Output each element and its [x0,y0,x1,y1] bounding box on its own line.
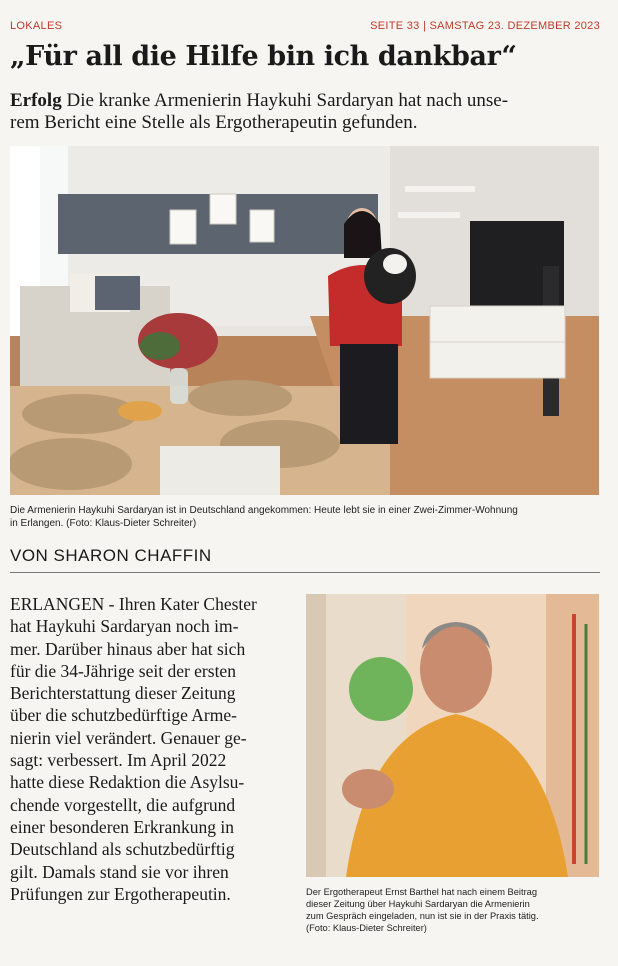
photo-living-room [10,146,599,495]
body-line: hatte diese Redaktion die Asylsu- [10,772,245,793]
body-line: für die 34-Jährige seit der ersten [10,660,236,681]
subhead-line-1: Die kranke Armenierin Haykuhi Sardaryan hat nach unse- [61,90,509,111]
body-line: Deutschland als schutzbedürftig [10,839,235,860]
subhead-lead: Erfolg [10,90,62,111]
body-line: Berichterstattung dieser Zeitung [10,683,236,704]
page-info: SEITE 33 | SAMSTAG 23. DEZEMBER 2023 [370,20,600,32]
body-line: mer. Darüber hinaus aber hat sich [10,638,246,659]
caption-2-line: (Foto: Klaus-Dieter Schreiter) [306,923,427,933]
divider [10,572,600,573]
caption-1-line-2: in Erlangen. (Foto: Klaus-Dieter Schreiter) [10,518,197,529]
caption-1-line-1: Die Armenierin Haykuhi Sardaryan ist in Deutschland angekommen: Heute lebt sie in einer Zwei-Zimmer-Wohnung [10,505,518,516]
body-line: gilt. Damals stand sie vor ihren [10,861,229,882]
photo-caption-1 [10,504,602,530]
body-line: sagt: verbessert. Im April 2022 [10,750,227,771]
article-body [10,593,288,905]
section-label: LOKALES [10,20,63,32]
caption-2-line: dieser Zeitung über Haykuhi Sardaryan die Armenierin [306,899,530,909]
body-line: hat Haykuhi Sardaryan noch im- [10,616,239,637]
page-header [10,20,600,36]
subheadline [10,90,610,134]
body-line: einer besonderen Erkrankung in [10,816,235,837]
body-line: ERLANGEN - Ihren Kater Chester [10,594,257,614]
byline: VON SHARON CHAFFIN [10,546,212,565]
caption-2-line: Der Ergotherapeut Ernst Barthel hat nach einem Beitrag [306,887,538,897]
headline: „Für all die Hilfe bin ich dankbar“ [10,41,517,72]
body-line: über die schutzbedürftige Arme- [10,705,237,726]
caption-2-line: zum Gespräch eingeladen, nun ist sie in der Praxis tätig. [306,911,539,921]
subhead-line-2: rem Bericht eine Stelle als Ergotherapeutin gefunden. [10,112,418,133]
photo-caption-2 [306,886,606,934]
photo-therapist [306,594,599,877]
body-line: Prüfungen zur Ergotherapeutin. [10,883,231,904]
body-line: chende vorgestellt, die aufgrund [10,794,236,815]
body-line: nierin viel verändert. Genauer ge- [10,727,247,748]
